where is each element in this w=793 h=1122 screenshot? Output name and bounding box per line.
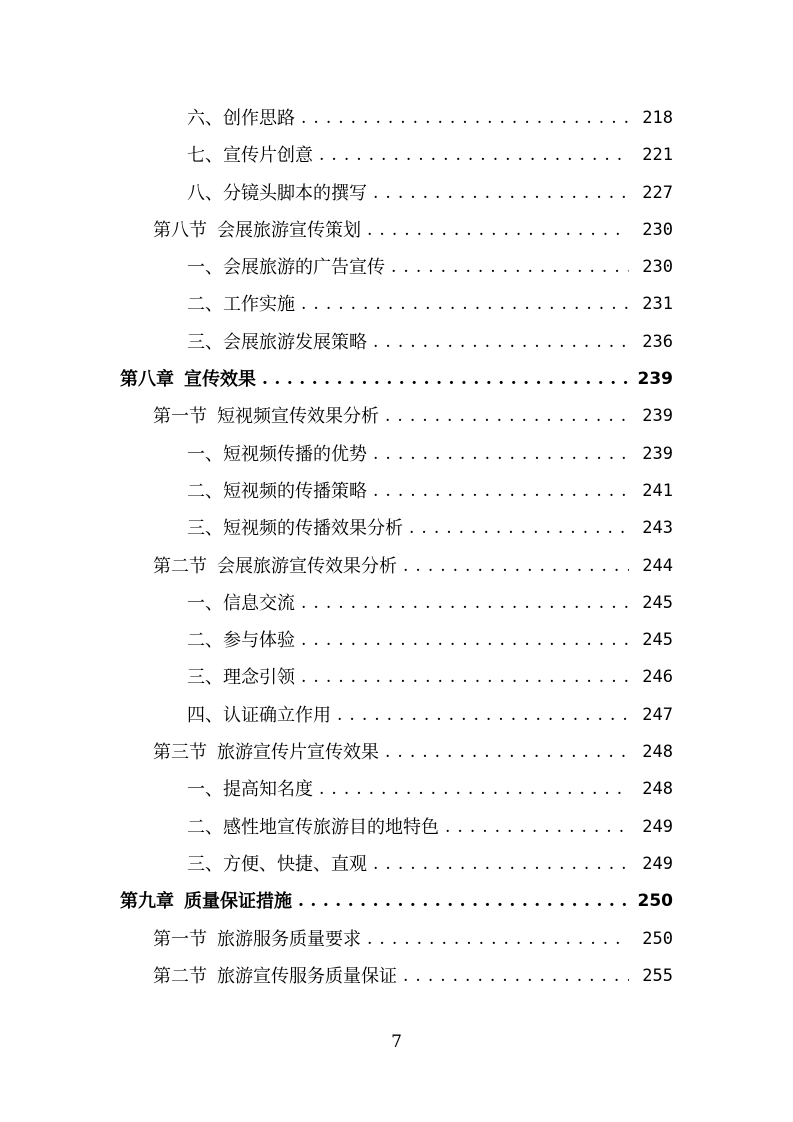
toc-entry-page: 249: [642, 816, 673, 837]
toc-entry-title: 感性地宣传旅游目的地特色: [223, 816, 439, 838]
toc-entry-title: 认证确立作用: [223, 704, 331, 726]
toc-entry: [0, 585, 793, 622]
dot-leader: [301, 659, 629, 696]
toc-entry-title: 分镜头脚本的撰写: [223, 182, 367, 204]
toc-entry-page: 239: [642, 406, 673, 427]
toc-entry-title: 会展旅游发展策略: [223, 331, 367, 353]
toc-entry-page: 245: [642, 630, 673, 651]
toc-entry-title: 旅游服务质量要求: [217, 928, 361, 950]
toc-entry-page: 243: [642, 518, 673, 539]
toc-entry: [0, 436, 793, 473]
toc-entry-page: 250: [642, 928, 673, 949]
toc-entry: [0, 622, 793, 659]
toc-entry-page: 239: [637, 369, 673, 390]
dot-leader: [409, 510, 629, 547]
toc-entry-title: 会展旅游宣传策划: [217, 219, 361, 241]
toc-entry-title: 参与体验: [223, 630, 295, 652]
toc-entry-title: 短视频宣传效果分析: [217, 406, 379, 428]
toc-entry-page: 248: [642, 779, 673, 800]
toc-entry-number: 第二节: [153, 965, 207, 987]
dot-leader: [319, 771, 629, 808]
toc-entry-number: 三、: [187, 667, 223, 689]
toc-entry: [0, 473, 793, 510]
toc-entry-number: 四、: [187, 704, 223, 726]
toc-entry-page: 239: [642, 443, 673, 464]
toc-entry-page: 248: [642, 742, 673, 763]
toc-entry-number: 第八节: [153, 219, 207, 241]
toc-entry-number: 第九章: [120, 891, 174, 913]
toc-entry-title: 方便、快捷、直观: [223, 853, 367, 875]
toc-entry: [0, 697, 793, 734]
toc-entry-number: 八、: [187, 182, 223, 204]
toc-entry-title: 提高知名度: [223, 779, 313, 801]
toc-entry-number: 二、: [187, 480, 223, 502]
toc-entry: [0, 212, 793, 249]
dot-leader: [301, 286, 629, 323]
dot-leader: [298, 883, 629, 920]
toc-entry-number: 第一节: [153, 928, 207, 950]
toc-entry-title: 旅游宣传片宣传效果: [217, 742, 379, 764]
toc-entry-number: 一、: [187, 443, 223, 465]
toc-entry: [0, 548, 793, 585]
toc-entry: [0, 809, 793, 846]
toc-entry-page: 250: [637, 891, 673, 912]
dot-leader: [301, 622, 629, 659]
toc-entry-page: 247: [642, 704, 673, 725]
toc-entry-number: 第一节: [153, 406, 207, 428]
table-of-contents: [0, 100, 793, 995]
toc-entry-number: 六、: [187, 108, 223, 129]
toc-entry-page: 236: [642, 331, 673, 352]
toc-entry-number: 七、: [187, 145, 223, 167]
toc-entry-page: 246: [642, 667, 673, 688]
toc-entry-number: 第三节: [153, 742, 207, 764]
dot-leader: [391, 249, 629, 286]
toc-entry-page: 249: [642, 853, 673, 874]
toc-entry-title: 会展旅游的广告宣传: [223, 257, 385, 279]
dot-leader: [367, 212, 629, 249]
toc-entry-number: 三、: [187, 518, 223, 540]
toc-entry: [0, 249, 793, 286]
toc-entry-title: 短视频传播的优势: [223, 443, 367, 465]
dot-leader: [337, 697, 629, 734]
toc-entry-page: 244: [642, 555, 673, 576]
toc-entry-title: 会展旅游宣传效果分析: [217, 555, 397, 577]
toc-chapter-entry: [0, 883, 793, 920]
toc-entry: [0, 175, 793, 212]
toc-entry: [0, 398, 793, 435]
dot-leader: [373, 436, 629, 473]
toc-entry: [0, 510, 793, 547]
toc-entry-title: 工作实施: [223, 294, 295, 316]
toc-entry-page: 221: [642, 145, 673, 166]
toc-entry: [0, 137, 793, 174]
toc-entry-page: 231: [642, 294, 673, 315]
toc-entry-number: 一、: [187, 257, 223, 279]
toc-entry: [0, 846, 793, 883]
toc-entry-number: 二、: [187, 294, 223, 316]
toc-entry-number: 一、: [187, 779, 223, 801]
toc-entry-page: 227: [642, 182, 673, 203]
toc-entry-page: 245: [642, 592, 673, 613]
toc-entry-page: 230: [642, 257, 673, 278]
toc-entry: [0, 734, 793, 771]
toc-entry-number: 一、: [187, 592, 223, 614]
toc-entry-page: 241: [642, 480, 673, 501]
toc-entry-page: 218: [642, 108, 673, 128]
toc-entry-title: 短视频的传播效果分析: [223, 518, 403, 540]
dot-leader: [262, 361, 629, 398]
page-number: 7: [391, 1032, 402, 1052]
dot-leader: [373, 846, 629, 883]
dot-leader: [403, 958, 629, 995]
toc-entry-number: 二、: [187, 816, 223, 838]
dot-leader: [301, 100, 629, 137]
dot-leader: [403, 548, 629, 585]
toc-entry: [0, 324, 793, 361]
toc-entry-number: 三、: [187, 331, 223, 353]
toc-entry: [0, 286, 793, 323]
toc-entry: [0, 771, 793, 808]
toc-entry: [0, 958, 793, 995]
toc-entry: [0, 659, 793, 696]
toc-entry: [0, 921, 793, 958]
toc-entry-title: 创作思路: [223, 108, 295, 129]
dot-leader: [373, 324, 629, 361]
toc-entry-title: 理念引领: [223, 667, 295, 689]
toc-chapter-entry: [0, 361, 793, 398]
toc-entry-number: 三、: [187, 853, 223, 875]
dot-leader: [319, 137, 629, 174]
toc-entry-title: 宣传片创意: [223, 145, 313, 167]
dot-leader: [385, 734, 629, 771]
dot-leader: [367, 921, 629, 958]
toc-entry-title: 信息交流: [223, 592, 295, 614]
dot-leader: [373, 473, 629, 510]
toc-entry-title: 宣传效果: [184, 369, 256, 391]
toc-entry-title: 旅游宣传服务质量保证: [217, 965, 397, 987]
toc-entry-title: 质量保证措施: [184, 891, 292, 913]
toc-entry-page: 230: [642, 219, 673, 240]
toc-entry-title: 短视频的传播策略: [223, 480, 367, 502]
toc-entry-number: 第二节: [153, 555, 207, 577]
toc-entry: [0, 100, 793, 137]
dot-leader: [385, 398, 629, 435]
toc-entry-page: 255: [642, 965, 673, 986]
dot-leader: [301, 585, 629, 622]
toc-entry-number: 第八章: [120, 369, 174, 391]
toc-entry-number: 二、: [187, 630, 223, 652]
dot-leader: [373, 175, 629, 212]
dot-leader: [445, 809, 629, 846]
